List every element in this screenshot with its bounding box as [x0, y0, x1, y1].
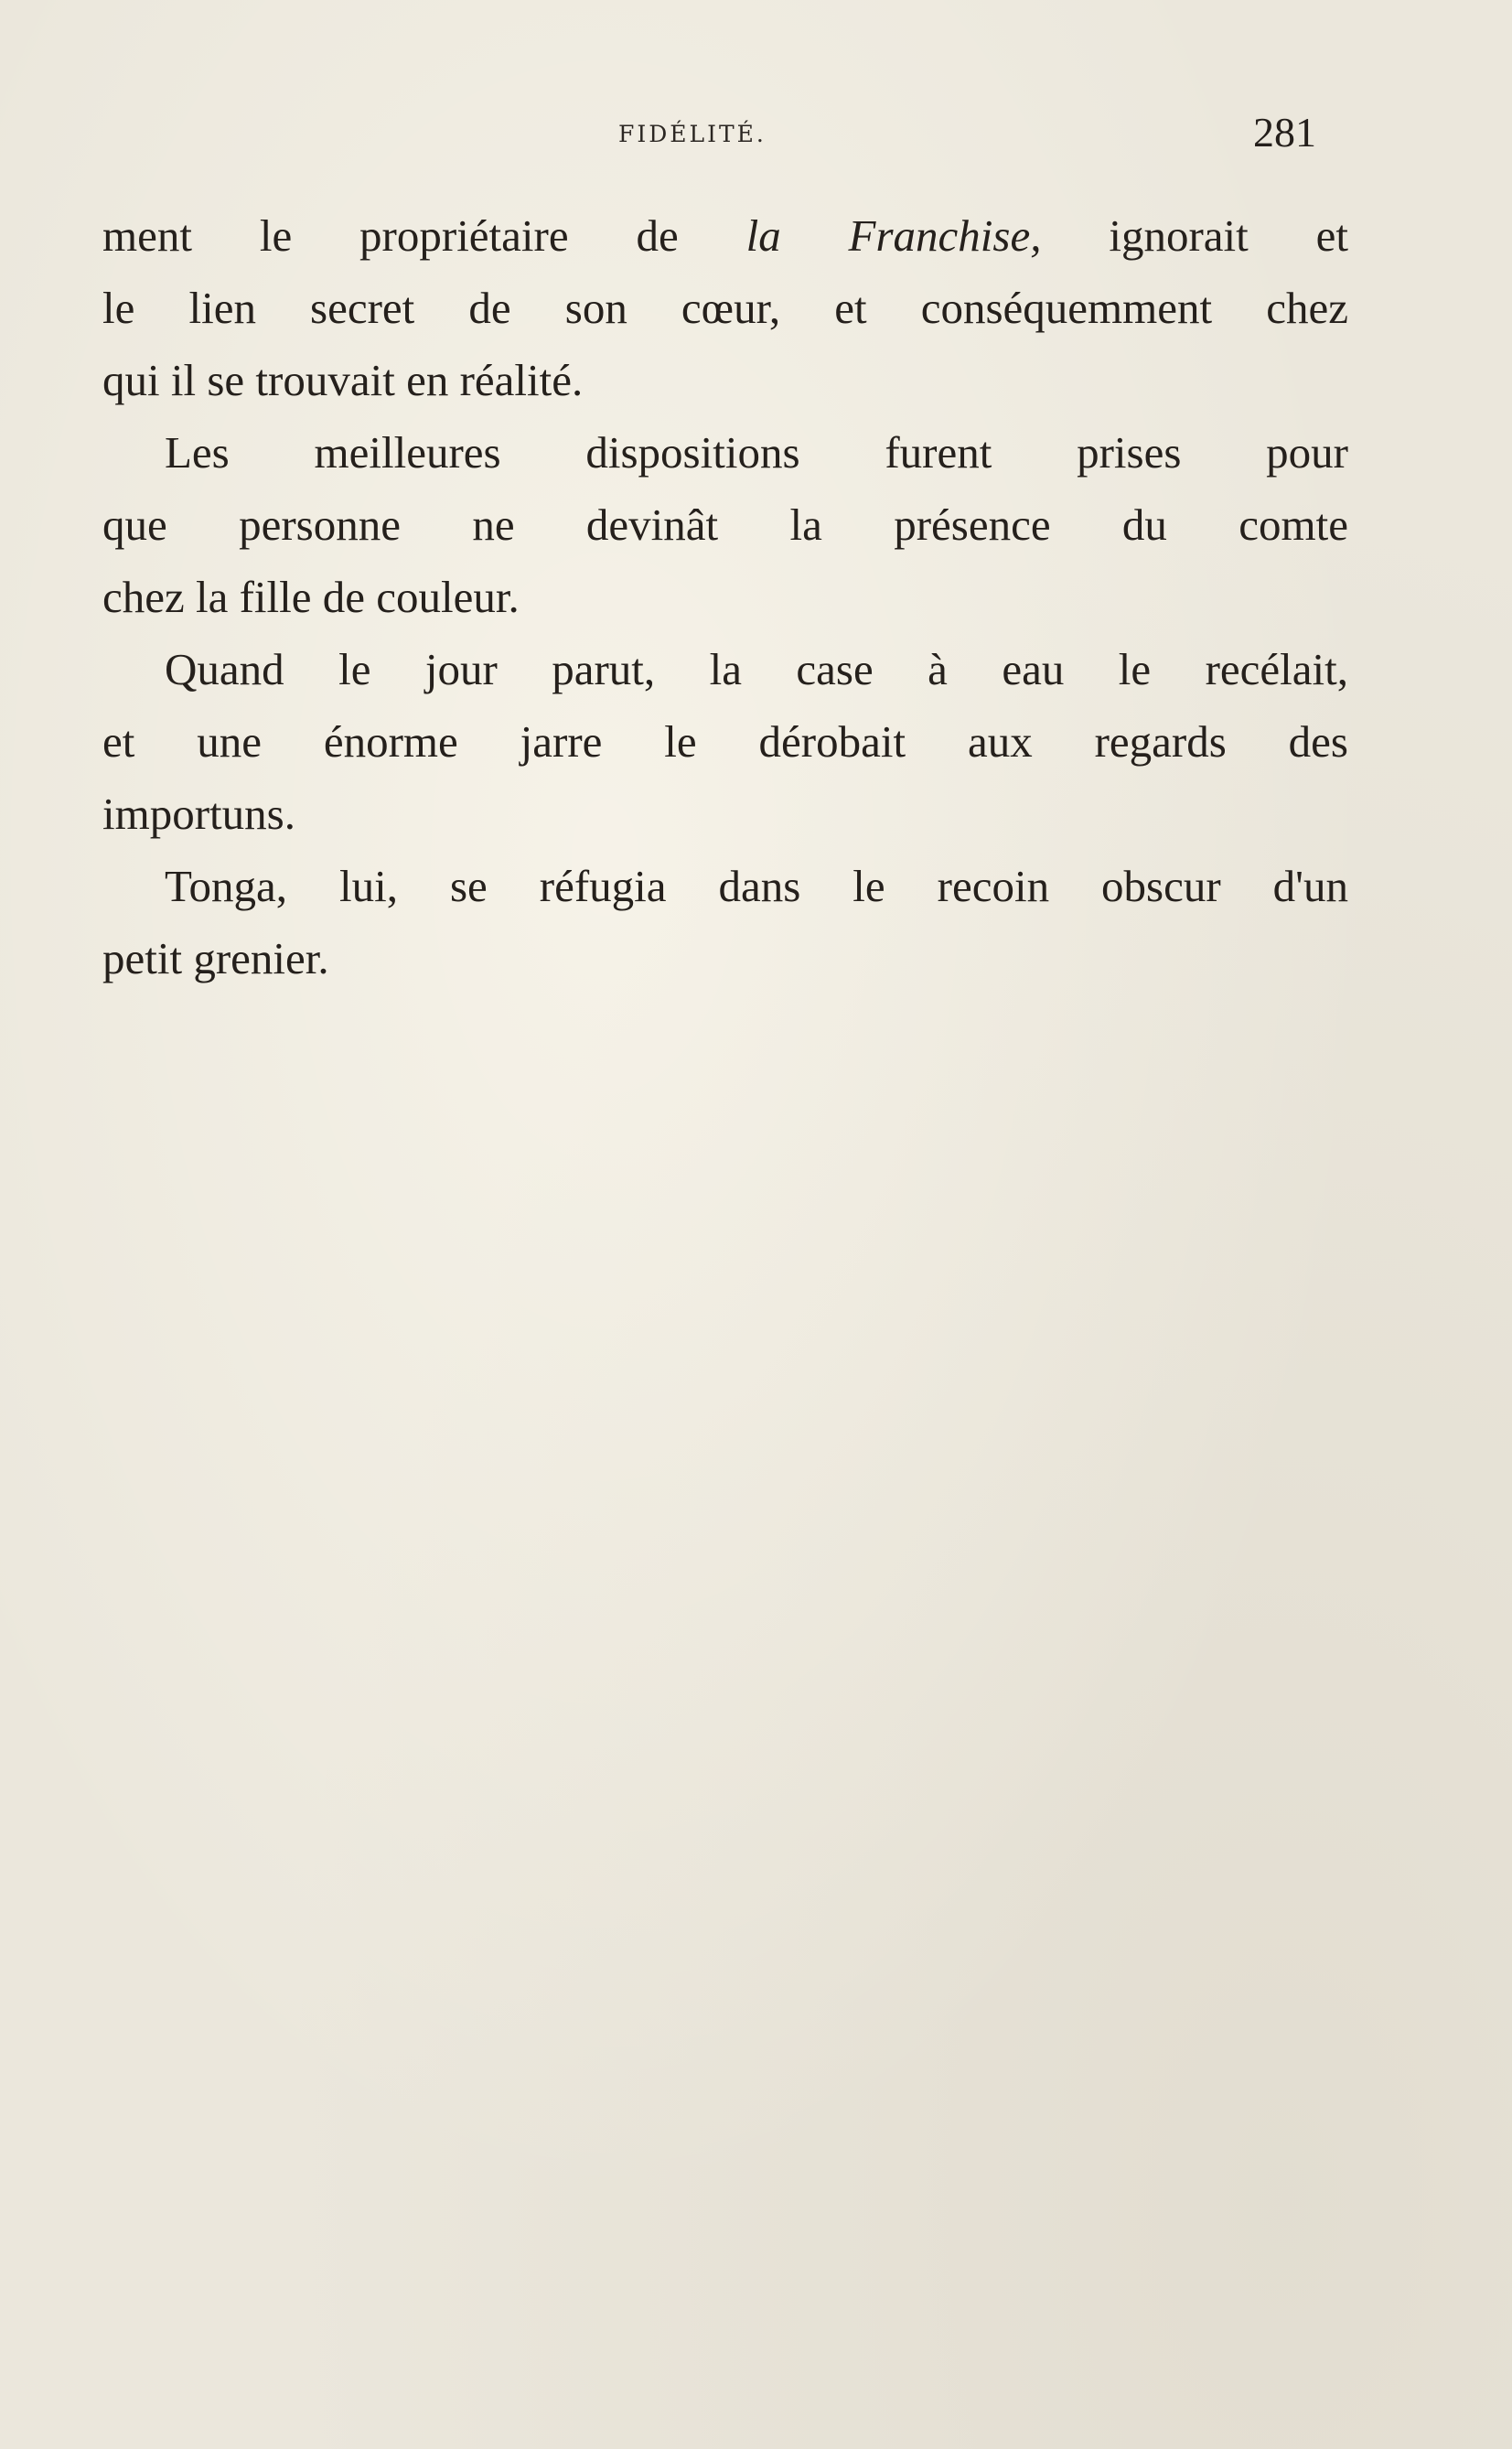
text-line — [102, 199, 1348, 272]
text-line: Les meilleures dispositions furent prises pour — [165, 427, 1348, 478]
text-line: qui il se trouvait en réalité. — [102, 355, 584, 405]
text-line: que personne ne devinât la présence du comte — [102, 499, 1348, 550]
italic-title: la Franchise, — [745, 210, 1042, 261]
paragraph-4 — [102, 850, 1348, 994]
running-head — [0, 108, 1512, 163]
text-line: petit grenier. — [102, 933, 329, 983]
text-line: le lien secret de son cœur, et conséquemment chez — [102, 283, 1348, 333]
text-line: importuns. — [102, 789, 295, 839]
running-head-title: FIDÉLITÉ. — [618, 121, 767, 147]
text-line: Tonga, lui, se réfugia dans le recoin obscur d'un — [165, 861, 1348, 911]
text-line: chez la fille de couleur. — [102, 572, 520, 622]
text-line: Quand le jour parut, la case à eau le recélait, — [165, 644, 1348, 694]
paragraph-2 — [102, 416, 1348, 633]
paragraph-1 — [102, 199, 1348, 416]
paragraph-3 — [102, 633, 1348, 850]
text-run: ignorait et — [1041, 210, 1348, 261]
body-text — [102, 199, 1348, 994]
text-run: ment le propriétaire de — [102, 210, 746, 261]
text-line: et une énorme jarre le dérobait aux regards des — [102, 716, 1348, 767]
page-number: 281 — [1253, 109, 1316, 156]
